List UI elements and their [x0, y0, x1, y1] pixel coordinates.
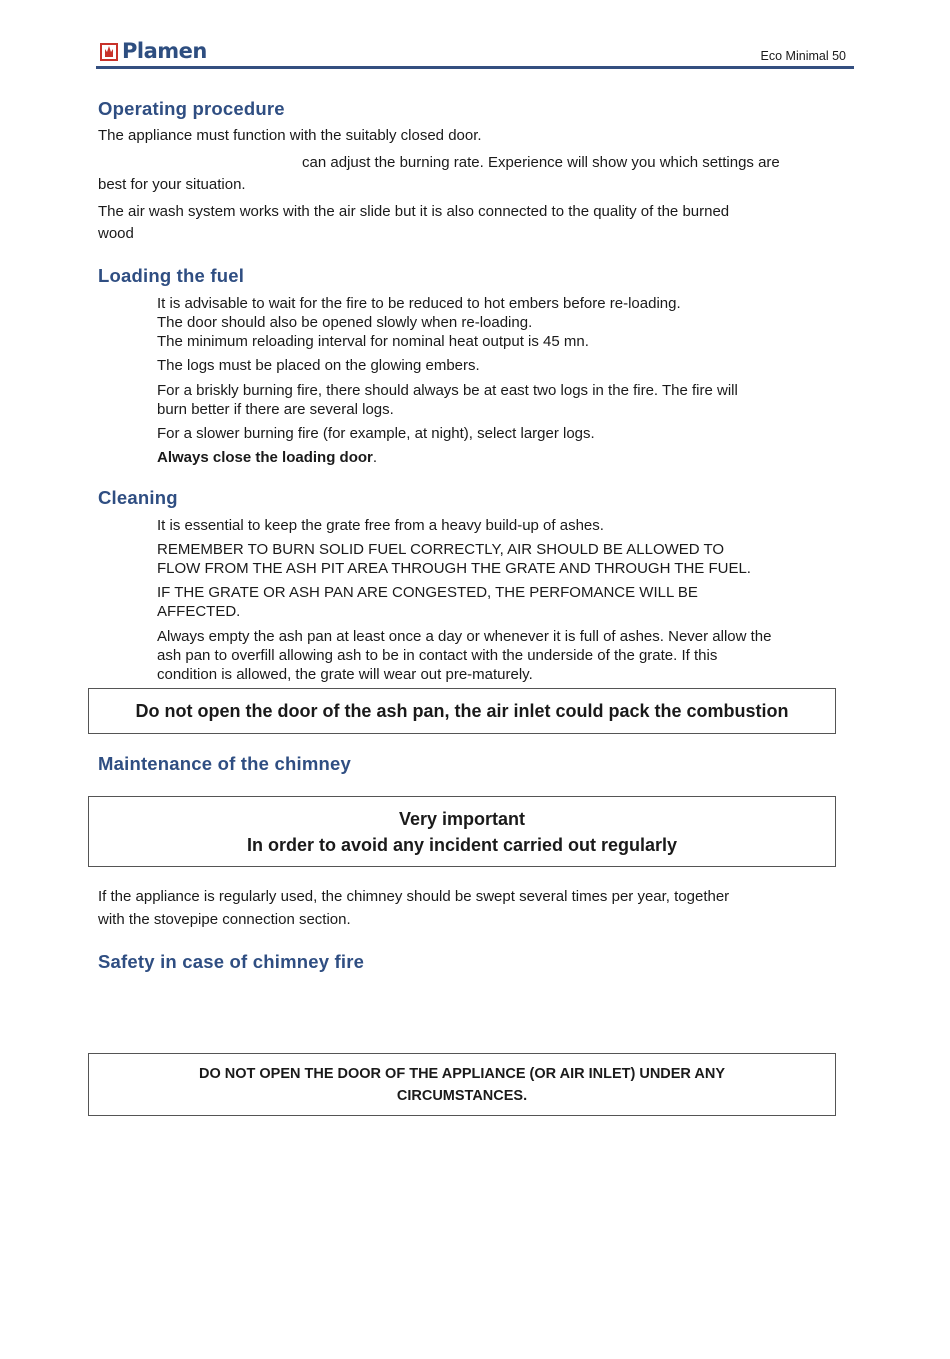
chimney-fire-warning-line-1: DO NOT OPEN THE DOOR OF THE APPLIANCE (OR AIR INLET) UNDER ANY [198, 1066, 726, 1082]
cleaning-text-4c: condition is allowed, the grate will wear out pre-maturely. [157, 666, 533, 683]
loading-text-2: The door should also be opened slowly when re-loading. [157, 314, 533, 331]
chimney-important-title: Very important [398, 809, 526, 829]
cleaning-text-2b: FLOW FROM THE ASH PIT AREA THROUGH THE GRATE AND THROUGH THE FUEL. [157, 560, 751, 577]
flame-logo-icon [100, 41, 118, 61]
cleaning-text-3b: AFFECTED. [157, 603, 241, 620]
loading-text-3: The minimum reloading interval for nominal heat output is 45 mn. [157, 333, 589, 350]
model-name: Eco Minimal 50 [760, 49, 846, 63]
heading-operating-procedure: Operating procedure [98, 98, 285, 119]
loading-text-6: For a slower burning fire (for example, at night), select larger logs. [157, 425, 595, 442]
cleaning-text-4b: ash pan to overfill allowing ash to be in contact with the underside of the grate. If this [157, 647, 718, 664]
loading-text-7-end: . [372, 449, 378, 466]
chimney-fire-warning-line-2: CIRCUMSTANCES. [396, 1088, 528, 1104]
chimney-text-1: If the appliance is regularly used, the chimney should be swept several times per year, together [98, 888, 730, 905]
loading-text-5a: For a briskly burning fire, there should always be at east two logs in the fire. The fire will [157, 382, 738, 399]
heading-chimney-fire-safety: Safety in case of chimney fire [98, 951, 365, 972]
ash-pan-warning-box [88, 688, 836, 734]
operating-text-2a: can adjust the burning rate. Experience will show you which settings are [302, 154, 780, 171]
cleaning-text-2a: REMEMBER TO BURN SOLID FUEL CORRECTLY, AIR SHOULD BE ALLOWED TO [157, 541, 725, 558]
cleaning-text-1: It is essential to keep the grate free from a heavy build-up of ashes. [157, 517, 604, 534]
cleaning-text-3a: IF THE GRATE OR ASH PAN ARE CONGESTED, THE PERFOMANCE WILL BE [157, 584, 698, 601]
loading-text-1: It is advisable to wait for the fire to be reduced to hot embers before re-loading. [157, 295, 681, 312]
chimney-important-subtitle: In order to avoid any incident carried out regularly [246, 835, 678, 855]
page-header [96, 38, 854, 70]
loading-text-4: The logs must be placed on the glowing embers. [157, 357, 480, 374]
loading-text-7 [157, 448, 837, 467]
loading-text-5b: burn better if there are several logs. [157, 401, 394, 418]
header-divider [96, 66, 854, 69]
heading-loading-fuel: Loading the fuel [98, 265, 245, 286]
chimney-fire-warning-box [88, 1053, 836, 1116]
chimney-text-2: with the stovepipe connection section. [98, 911, 351, 928]
operating-text-3b: wood [98, 225, 134, 242]
operating-text-3a: The air wash system works with the air slide but it is also connected to the quality of the burned [98, 203, 730, 220]
chimney-important-box [88, 796, 836, 867]
ash-pan-warning-text: Do not open the door of the ash pan, the air inlet could pack the combustion [135, 701, 789, 721]
operating-text-1: The appliance must function with the suitably closed door. [98, 127, 482, 144]
brand-name: Plamen [122, 39, 207, 63]
heading-cleaning: Cleaning [98, 487, 178, 508]
loading-bold-warning: Always close the loading door [157, 449, 373, 466]
operating-text-2b: best for your situation. [98, 176, 246, 193]
cleaning-text-4a: Always empty the ash pan at least once a day or whenever it is full of ashes. Never allow the [157, 628, 772, 645]
brand-logo [100, 40, 207, 62]
heading-chimney-maintenance: Maintenance of the chimney [98, 753, 351, 774]
